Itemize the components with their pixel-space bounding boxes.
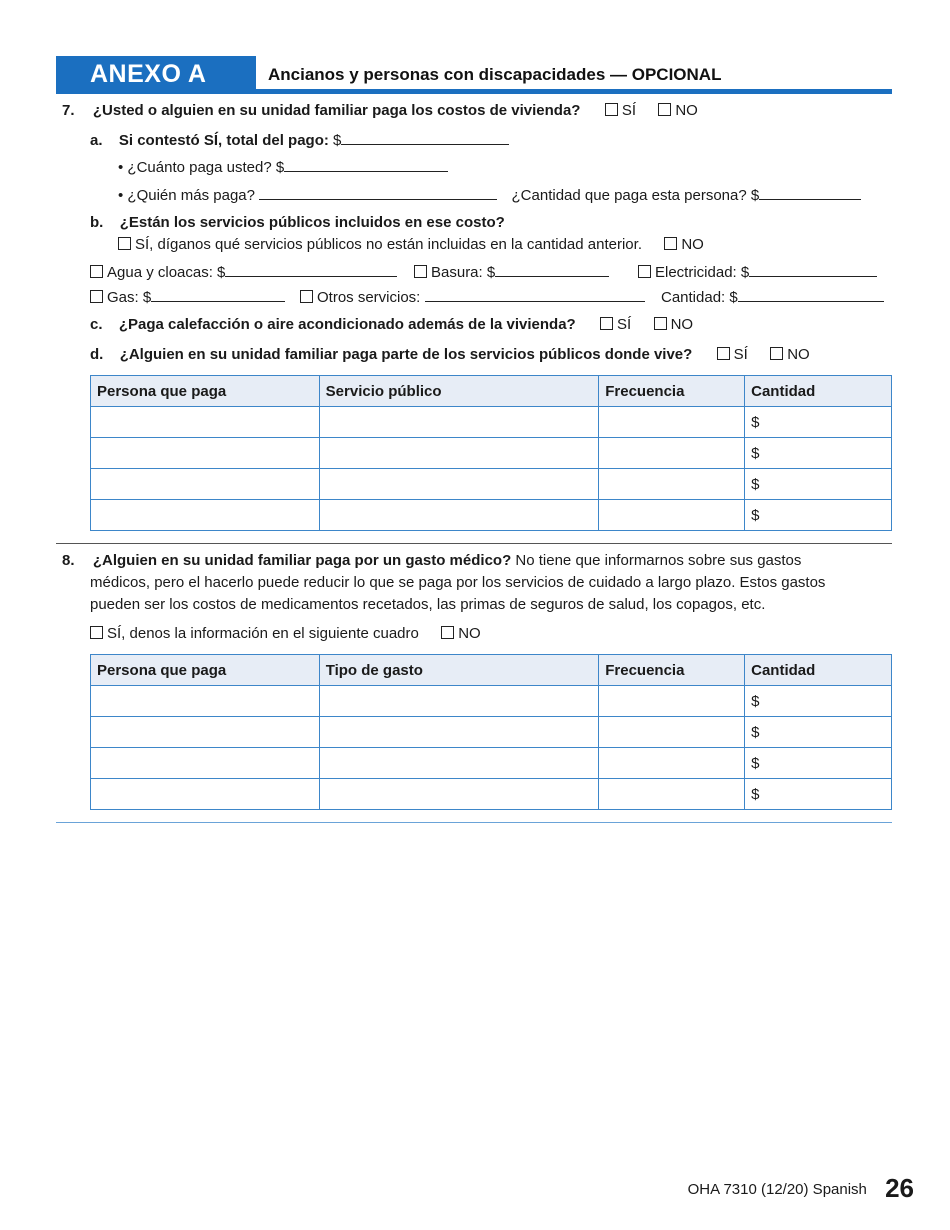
q7c-yes-label: SÍ bbox=[617, 316, 632, 333]
section-divider bbox=[56, 543, 892, 544]
q7b-yes-label: SÍ, díganos qué servicios públicos no están incluidas en la cantidad anterior. bbox=[135, 236, 642, 253]
table-row bbox=[91, 717, 892, 748]
section-title: Ancianos y personas con discapacidades — OPCIONAL bbox=[268, 65, 722, 84]
q7c-letter: c. bbox=[90, 316, 103, 333]
col-header: Cantidad bbox=[745, 655, 892, 686]
col-header: Persona que paga bbox=[91, 655, 320, 686]
table-cell[interactable] bbox=[319, 717, 599, 748]
table-cell[interactable] bbox=[91, 438, 320, 469]
q8-line-1 bbox=[62, 552, 801, 570]
table-cell[interactable] bbox=[319, 407, 599, 438]
q7a-who-else-field[interactable] bbox=[259, 185, 497, 200]
col-header: Servicio público bbox=[319, 376, 599, 407]
q8-no-checkbox[interactable] bbox=[441, 625, 481, 642]
electric-label: Electricidad: $ bbox=[655, 264, 750, 281]
q7-line bbox=[62, 102, 698, 120]
checkbox-icon bbox=[664, 237, 677, 250]
q7a-letter: a. bbox=[90, 132, 103, 149]
checkbox-icon bbox=[90, 626, 103, 639]
q7d-letter: d. bbox=[90, 346, 104, 363]
q7d-no-label: NO bbox=[787, 346, 810, 363]
other-amount-field[interactable] bbox=[738, 287, 884, 302]
table-cell[interactable] bbox=[91, 500, 320, 531]
q7b-utility-gas bbox=[90, 287, 285, 307]
q7d-line bbox=[90, 346, 810, 364]
table-cell[interactable] bbox=[319, 779, 599, 810]
col-header: Frecuencia bbox=[599, 376, 745, 407]
col-header: Tipo de gasto bbox=[319, 655, 599, 686]
table-row bbox=[91, 407, 892, 438]
checkbox-icon bbox=[658, 103, 671, 116]
q8-yes-checkbox[interactable] bbox=[90, 625, 419, 642]
table-row bbox=[91, 438, 892, 469]
trash-amount-field[interactable] bbox=[495, 262, 609, 277]
q7-yes-checkbox[interactable] bbox=[605, 102, 636, 119]
q7b-utility-trash bbox=[414, 262, 609, 282]
q7a-other-amount-label: ¿Cantidad que paga esta persona? $ bbox=[511, 187, 760, 204]
utilities-table bbox=[90, 375, 892, 531]
table-cell[interactable] bbox=[91, 407, 320, 438]
table-cell[interactable] bbox=[91, 469, 320, 500]
q7-yes-label: SÍ bbox=[621, 102, 636, 119]
electric-checkbox[interactable] bbox=[638, 264, 749, 281]
checkbox-icon bbox=[717, 347, 730, 360]
q8-question: ¿Alguien en su unidad familiar paga por un gasto médico? bbox=[92, 552, 512, 569]
gas-checkbox[interactable] bbox=[90, 289, 151, 306]
q7b-no-checkbox[interactable] bbox=[664, 236, 704, 253]
table-cell[interactable] bbox=[319, 469, 599, 500]
q7b-options bbox=[118, 236, 704, 254]
checkbox-icon bbox=[605, 103, 618, 116]
table-cell[interactable]: $ bbox=[745, 438, 892, 469]
q8-options bbox=[90, 625, 481, 643]
table-cell[interactable] bbox=[599, 748, 745, 779]
table-cell[interactable] bbox=[91, 748, 320, 779]
q7-number: 7. bbox=[62, 102, 75, 119]
q7a-label: Si contestó SÍ, total del pago: bbox=[118, 132, 329, 149]
table-cell[interactable] bbox=[91, 686, 320, 717]
q7b-yes-checkbox[interactable] bbox=[118, 236, 642, 253]
table-cell[interactable]: $ bbox=[745, 779, 892, 810]
table-row bbox=[91, 686, 892, 717]
table-cell[interactable] bbox=[599, 717, 745, 748]
table-row bbox=[91, 469, 892, 500]
checkbox-icon bbox=[770, 347, 783, 360]
table-cell[interactable] bbox=[319, 438, 599, 469]
q7b-line bbox=[90, 214, 505, 232]
q8-number: 8. bbox=[62, 552, 75, 569]
table-cell[interactable]: $ bbox=[745, 500, 892, 531]
annex-badge-label: ANEXO A bbox=[90, 60, 207, 88]
other-amount-label: Cantidad: $ bbox=[661, 289, 738, 306]
section-end-rule bbox=[56, 822, 892, 823]
table-cell[interactable]: $ bbox=[745, 717, 892, 748]
checkbox-icon bbox=[414, 265, 427, 278]
table-cell[interactable] bbox=[319, 686, 599, 717]
q7c-yes-checkbox[interactable] bbox=[600, 316, 631, 333]
q7-no-label: NO bbox=[675, 102, 698, 119]
table-cell[interactable] bbox=[599, 407, 745, 438]
table-header-row bbox=[91, 655, 892, 686]
gas-label: Gas: $ bbox=[107, 289, 152, 306]
table-header-row bbox=[91, 376, 892, 407]
col-header: Frecuencia bbox=[599, 655, 745, 686]
table-cell[interactable] bbox=[599, 469, 745, 500]
q7a-line bbox=[90, 130, 509, 150]
table-cell[interactable]: $ bbox=[745, 686, 892, 717]
table-cell[interactable] bbox=[91, 779, 320, 810]
q7c-no-checkbox[interactable] bbox=[654, 316, 694, 333]
q7d-yes-label: SÍ bbox=[733, 346, 748, 363]
table-cell[interactable] bbox=[599, 438, 745, 469]
q7c-no-label: NO bbox=[670, 316, 694, 333]
q7a-total-field[interactable] bbox=[341, 130, 509, 145]
gas-amount-field[interactable] bbox=[151, 287, 285, 302]
q7a-bullet-1 bbox=[118, 157, 448, 177]
water-checkbox[interactable] bbox=[90, 264, 225, 281]
other-checkbox[interactable] bbox=[300, 289, 420, 306]
q7b-no-label: NO bbox=[681, 236, 704, 253]
q7c-line bbox=[90, 316, 693, 334]
checkbox-icon bbox=[441, 626, 454, 639]
section-header bbox=[56, 56, 892, 94]
table-cell[interactable]: $ bbox=[745, 469, 892, 500]
q7d-question: ¿Alguien en su unidad familiar paga parte de los servicios públicos donde vive? bbox=[119, 346, 693, 363]
table-cell[interactable] bbox=[599, 500, 745, 531]
header-rule bbox=[56, 89, 892, 94]
q8-yes-label: SÍ, denos la información en el siguiente cuadro bbox=[107, 625, 419, 642]
q8-no-label: NO bbox=[458, 625, 481, 642]
table-cell[interactable]: $ bbox=[745, 407, 892, 438]
q8-text-2: médicos, pero el hacerlo puede reducir lo que se paga por los servicios de cuidado a largo plazo. Estos gastos bbox=[90, 574, 826, 591]
q7b-utility-water bbox=[90, 262, 397, 282]
q8-text-3: pueden ser los costos de medicamentos recetados, las primas de seguros de salud, los copagos, etc. bbox=[90, 596, 766, 613]
electric-amount-field[interactable] bbox=[749, 262, 877, 277]
q7a-other-amount-field[interactable] bbox=[759, 185, 861, 200]
q7b-utility-other bbox=[300, 287, 645, 307]
page-number: 26 bbox=[885, 1173, 914, 1203]
other-services-field[interactable] bbox=[425, 287, 645, 302]
table-cell[interactable] bbox=[599, 686, 745, 717]
q7a-you-pay-field[interactable] bbox=[284, 157, 448, 172]
q7b-utility-electric bbox=[638, 262, 877, 282]
water-label: Agua y cloacas: $ bbox=[107, 264, 226, 281]
q7b-other-amount bbox=[661, 287, 884, 307]
checkbox-icon bbox=[600, 317, 613, 330]
trash-checkbox[interactable] bbox=[414, 264, 495, 281]
page-footer bbox=[688, 1173, 914, 1204]
q7d-yes-checkbox[interactable] bbox=[717, 346, 748, 363]
q7a-bullet2-label: • ¿Quién más paga? bbox=[118, 187, 255, 204]
form-code: OHA 7310 (12/20) Spanish bbox=[687, 1181, 867, 1198]
q7d-no-checkbox[interactable] bbox=[770, 346, 810, 363]
col-header: Persona que paga bbox=[91, 376, 320, 407]
q7a-currency: $ bbox=[333, 132, 342, 149]
q7-no-checkbox[interactable] bbox=[658, 102, 698, 119]
checkbox-icon bbox=[300, 290, 313, 303]
checkbox-icon bbox=[90, 290, 103, 303]
q7b-letter: b. bbox=[90, 214, 104, 231]
col-header: Cantidad bbox=[745, 376, 892, 407]
table-row bbox=[91, 500, 892, 531]
q7a-bullet-2 bbox=[118, 185, 861, 205]
medical-expenses-table bbox=[90, 654, 892, 810]
checkbox-icon bbox=[118, 237, 131, 250]
water-amount-field[interactable] bbox=[225, 262, 397, 277]
checkbox-icon bbox=[654, 317, 667, 330]
table-cell[interactable] bbox=[91, 717, 320, 748]
table-cell[interactable] bbox=[319, 748, 599, 779]
checkbox-icon bbox=[90, 265, 103, 278]
table-cell[interactable]: $ bbox=[745, 748, 892, 779]
trash-label: Basura: $ bbox=[431, 264, 496, 281]
table-row bbox=[91, 779, 892, 810]
q7-question: ¿Usted o alguien en su unidad familiar paga los costos de vivienda? bbox=[92, 102, 581, 119]
q7a-bullet1-label: • ¿Cuánto paga usted? $ bbox=[118, 159, 285, 176]
checkbox-icon bbox=[638, 265, 651, 278]
table-cell[interactable] bbox=[319, 500, 599, 531]
q7c-question: ¿Paga calefacción o aire acondicionado además de la vivienda? bbox=[118, 316, 576, 333]
q7b-question: ¿Están los servicios públicos incluidos en ese costo? bbox=[119, 214, 505, 231]
q8-text-1: No tiene que informarnos sobre sus gastos bbox=[515, 552, 802, 569]
table-row bbox=[91, 748, 892, 779]
other-label: Otros servicios: bbox=[317, 289, 421, 306]
table-cell[interactable] bbox=[599, 779, 745, 810]
